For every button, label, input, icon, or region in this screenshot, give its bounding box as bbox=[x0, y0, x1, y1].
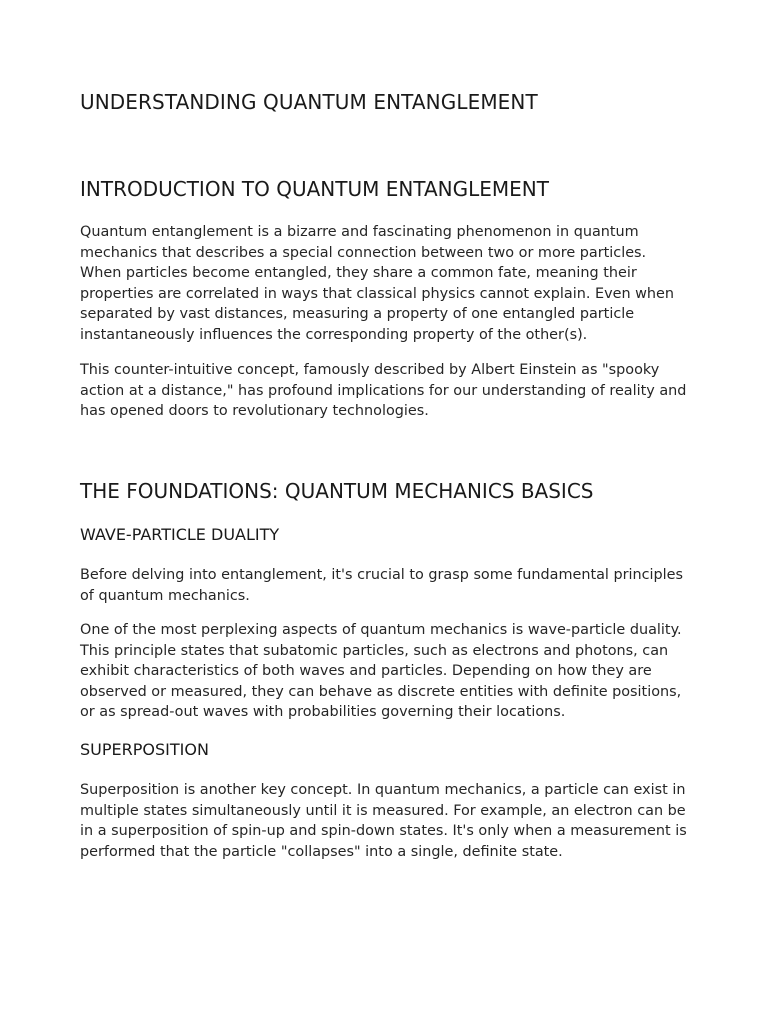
section-heading-introduction: INTRODUCTION TO QUANTUM ENTANGLEMENT bbox=[80, 177, 549, 201]
subsection-heading-superposition: SUPERPOSITION bbox=[80, 740, 209, 759]
paragraph: This counter-intuitive concept, famously described by Albert Einstein as "spooky action at a distance," has profound implications for our understanding of reality and has opened doors to revolutionary technologies. bbox=[80, 362, 687, 420]
document-title: UNDERSTANDING QUANTUM ENTANGLEMENT bbox=[80, 90, 538, 114]
paragraph: One of the most perplexing aspects of quantum mechanics is wave-particle duality. This principle states that subatomic particles, such as electrons and photons, can exhibit characteristics of both waves and particles. Depending on how they are observed or measured, they can behave as discrete entities with definite positions, or as spread-out waves with probabilities governing their locations. bbox=[80, 622, 682, 721]
paragraph: Quantum entanglement is a bizarre and fascinating phenomenon in quantum mechanics that describes a special connection between two or more particles. When particles become entangled, they share a common fate, meaning their properties are correlated in ways that classical physics cannot explain. Even when separated by vast distances, measuring a property of one entangled particle instantaneously influences the corresponding property of the other(s). bbox=[80, 224, 675, 343]
paragraph: Superposition is another key concept. In quantum mechanics, a particle can exist in multiple states simultaneously until it is measured. For example, an electron can be in a superposition of spin-up and spin-down states. It's only when a measurement is performed that the particle "collapses" into a single, definite state. bbox=[80, 782, 687, 860]
paragraph: Before delving into entanglement, it's crucial to grasp some fundamental principles of quantum mechanics. bbox=[80, 567, 684, 604]
section-heading-foundations: THE FOUNDATIONS: QUANTUM MECHANICS BASICS bbox=[80, 479, 594, 503]
subsection-heading-wave-particle-duality: WAVE-PARTICLE DUALITY bbox=[80, 525, 280, 544]
